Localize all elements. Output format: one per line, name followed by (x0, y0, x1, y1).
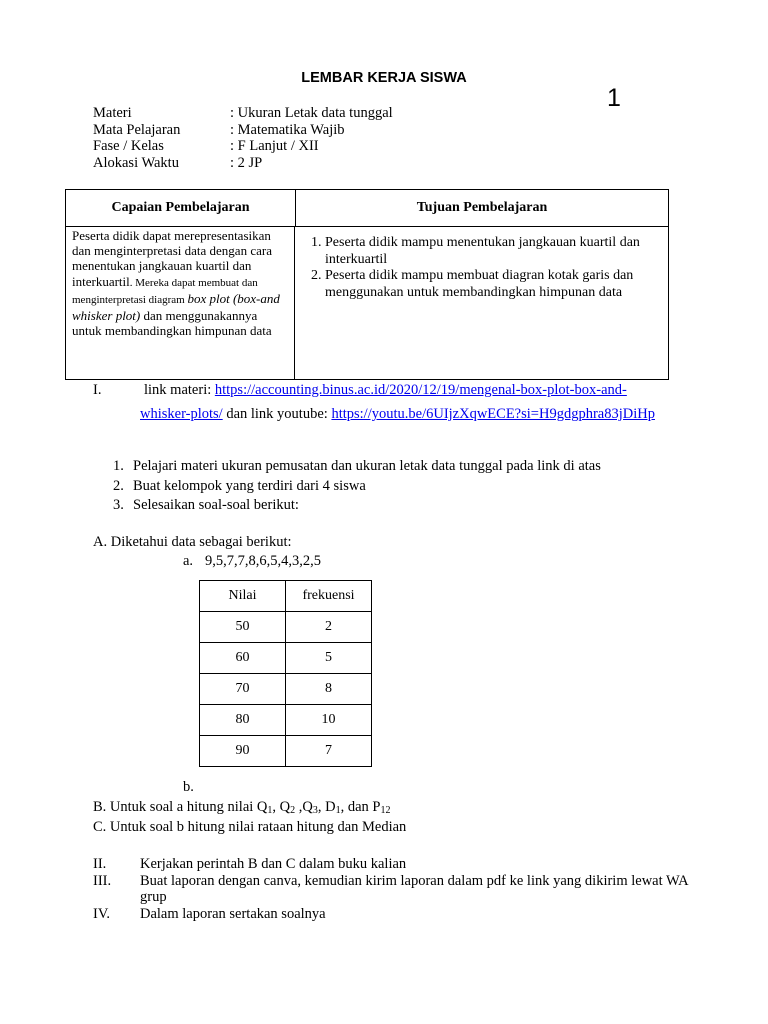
task-b-text: , D (317, 799, 336, 815)
page-title: LEMBAR KERJA SISWA (301, 70, 467, 86)
frequency-table (199, 580, 372, 767)
item-b-label: b. (183, 779, 194, 795)
meta-key: Fase / Kelas (93, 138, 164, 154)
tujuan-item: 1. Peserta didik mampu menentukan jangkauan kuartil dan interkuartil (325, 235, 658, 268)
step-item (113, 477, 601, 497)
table-cell: 90 (200, 736, 286, 767)
subscript: 3 (312, 805, 318, 816)
capaian-text-2: . Mereka dapat membuat dan menginterpretasi diagram (72, 276, 258, 306)
link-prefix: link materi: (144, 382, 215, 398)
capaian-text-1: Peserta didik dapat merepresentasikan dan menginterpretasi data dengan cara menentukan jangkauan kuartil dan interkuartil (72, 228, 272, 289)
youtube-link[interactable]: https://youtu.be/6UIjzXqwECE?si=H9gdgphra83jDiHp (331, 406, 655, 422)
instruction-text: Buat laporan dengan canva, kemudian kirim laporan dalam pdf ke link yang dikirim lewat WA grup (140, 872, 688, 905)
tujuan-list (303, 235, 658, 301)
tujuan-item: 2. Peserta didik mampu membuat diagran kotak garis dan menggunakan untuk membandingkan himpunan data (325, 268, 658, 301)
subscript: 1 (267, 805, 273, 816)
capaian-cell (66, 227, 295, 379)
youtube-prefix: dan link youtube: (222, 406, 332, 422)
capaian-text-italic: box plot (box-and whisker plot) (72, 290, 280, 324)
item-a-data: 9,5,7,7,8,6,5,4,3,2,5 (205, 553, 321, 569)
section-a-heading: A. Diketahui data sebagai berikut: (93, 534, 292, 550)
steps-list (113, 457, 601, 516)
item-a-label: a. (183, 553, 194, 569)
table-cell: 7 (286, 736, 372, 767)
task-b (93, 799, 390, 816)
step-text: Pelajari materi ukuran pemusatan dan ukuran letak data tunggal pada link di atas (133, 458, 601, 474)
table-row (200, 705, 372, 736)
step-text: Buat kelompok yang terdiri dari 4 siswa (133, 477, 366, 494)
step-number: 2. (113, 477, 124, 494)
tujuan-cell (295, 227, 668, 379)
table-header-frekuensi: frekuensi (286, 581, 372, 612)
meta-row-fase-kelas (93, 138, 393, 155)
table-cell: 8 (286, 674, 372, 705)
materi-link-continued[interactable]: whisker-plots/ (140, 406, 223, 422)
page-number: 1 (607, 84, 621, 112)
roman-numeral: III. (93, 872, 112, 889)
header-capaian: Capaian Pembelajaran (66, 190, 296, 226)
subscript: 1 (335, 805, 341, 816)
table-cell: 80 (200, 705, 286, 736)
table-cell: 50 (200, 612, 286, 643)
step-item (113, 496, 601, 516)
meta-key: Materi (93, 105, 132, 121)
meta-value: : F Lanjut / XII (230, 138, 319, 154)
table-row (200, 581, 372, 612)
table-body (66, 227, 668, 379)
meta-value: : Ukuran Letak data tunggal (230, 105, 393, 121)
step-text: Selesaikan soal-soal berikut: (133, 497, 299, 513)
link-line-continued (140, 406, 655, 423)
meta-value: : Matematika Wajib (230, 121, 345, 138)
table-row (200, 643, 372, 674)
instructions-list (93, 856, 713, 922)
table-cell: 70 (200, 674, 286, 705)
meta-row-mata-pelajaran (93, 122, 393, 139)
table-cell: 5 (286, 643, 372, 674)
meta-key: Mata Pelajaran (93, 121, 181, 138)
step-number: 3. (113, 497, 124, 513)
table-cell: 2 (286, 612, 372, 643)
materi-link[interactable]: https://accounting.binus.ac.id/2020/12/19/mengenal-box-plot-box-and- (214, 382, 627, 398)
instruction-text: Dalam laporan sertakan soalnya (140, 905, 326, 922)
item-a (183, 553, 321, 570)
step-item (113, 457, 601, 477)
table-row (200, 674, 372, 705)
header-tujuan: Tujuan Pembelajaran (416, 200, 548, 215)
meta-row-alokasi-waktu (93, 155, 393, 172)
subscript: 12 (380, 805, 391, 816)
task-b-text: ,Q (295, 799, 313, 815)
task-b-text: , dan P (340, 799, 381, 815)
meta-row-materi (93, 105, 393, 122)
task-c: C. Untuk soal b hitung nilai rataan hitung dan Median (93, 819, 407, 835)
table-row (200, 736, 372, 767)
instruction-item (93, 873, 713, 906)
roman-numeral: IV. (93, 905, 111, 922)
link-line (93, 382, 627, 399)
meta-value: : 2 JP (230, 154, 263, 171)
subscript: 2 (290, 805, 296, 816)
table-header (66, 190, 668, 227)
instruction-item (93, 906, 713, 923)
instruction-item (93, 856, 713, 873)
learning-outcomes-table (65, 189, 669, 380)
roman-numeral: I. (93, 382, 102, 398)
task-b-text: , Q (272, 799, 291, 815)
capaian-text-4: dan menggunakannya untuk membandingkan himpunan data (72, 308, 272, 339)
table-cell: 10 (286, 705, 372, 736)
roman-numeral: II. (93, 856, 107, 872)
task-b-text: B. Untuk soal a hitung nilai Q (93, 799, 268, 815)
step-number: 1. (113, 458, 124, 474)
table-row (200, 612, 372, 643)
table-header-nilai: Nilai (200, 581, 286, 612)
meta-info (93, 105, 393, 171)
meta-key: Alokasi Waktu (93, 154, 179, 171)
instruction-text: Kerjakan perintah B dan C dalam buku kalian (140, 856, 407, 872)
table-cell: 60 (200, 643, 286, 674)
